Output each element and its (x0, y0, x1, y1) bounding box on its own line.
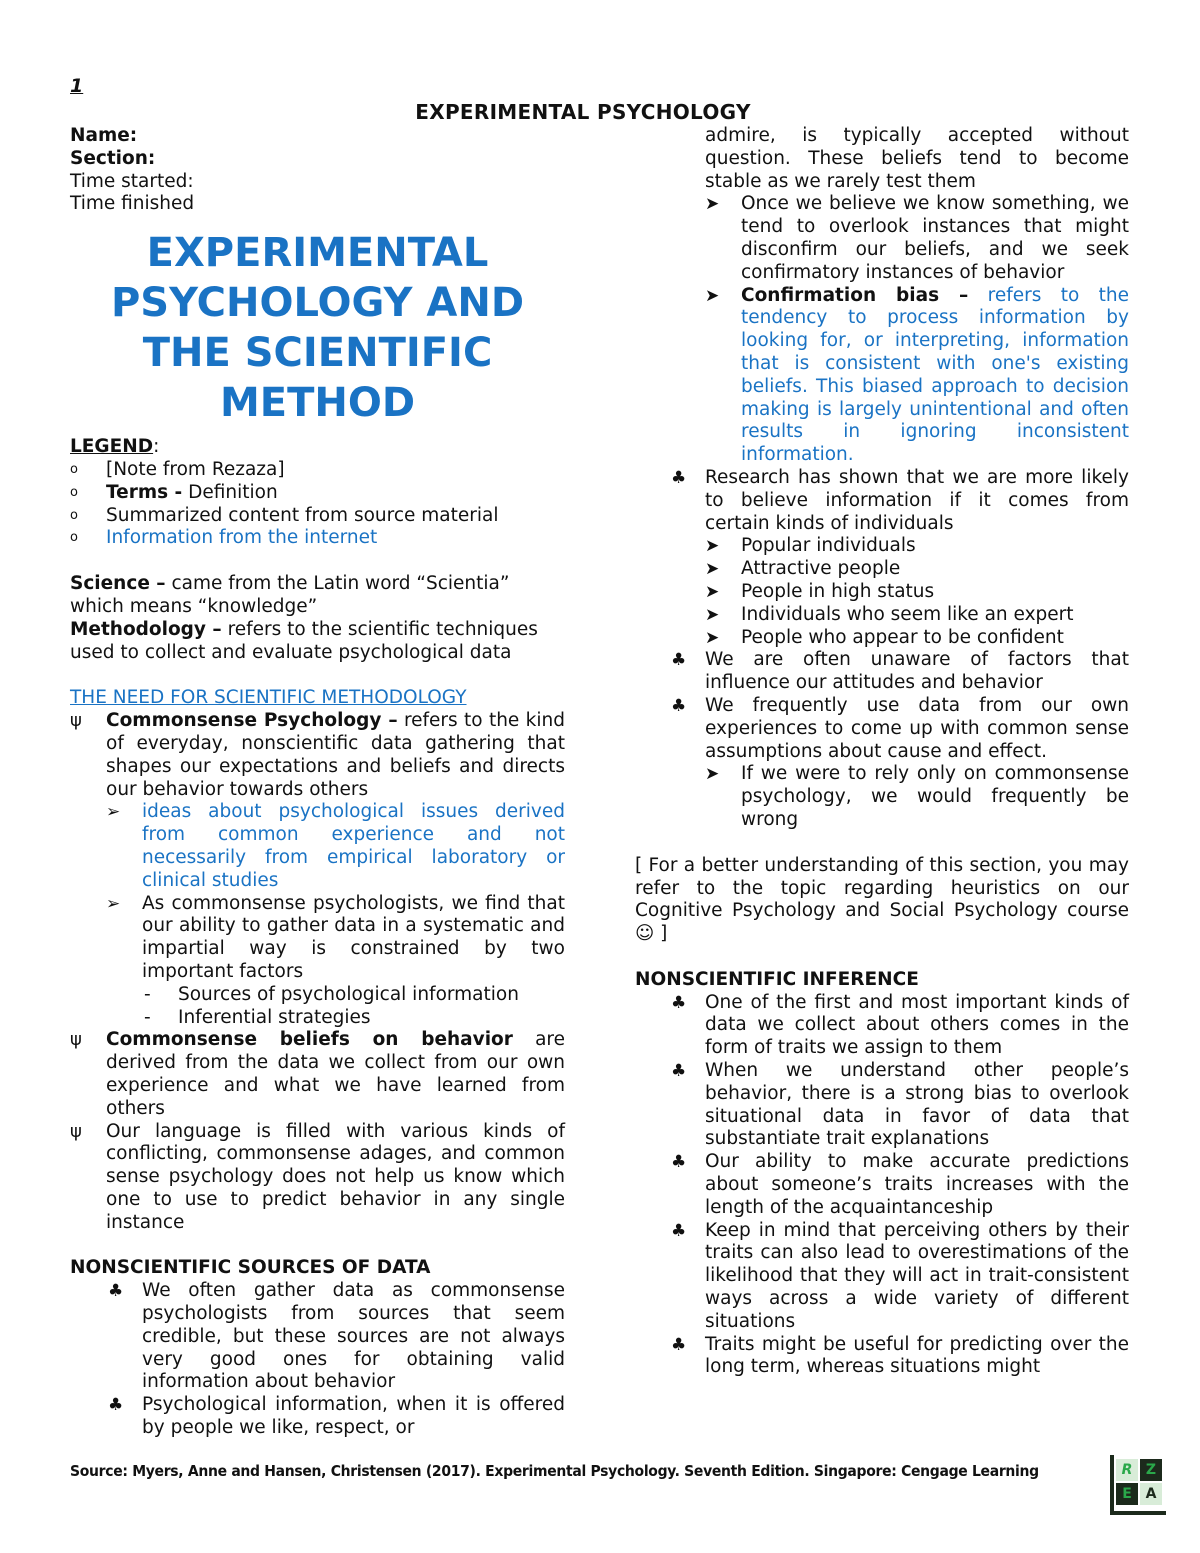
right-column (635, 125, 1129, 1379)
list-item: ➤ Once we believe we know something, we tend to overlook instances that might disconfirm our beliefs, and we seek confirmatory instances of behavior (705, 193, 1129, 283)
legend-item: o Information from the internet (70, 527, 378, 549)
club-bullet-icon: ♣ (671, 1061, 687, 1082)
list-item: ➤ Attractive people (705, 558, 901, 580)
methodology-definition: Methodology – refers to the scientific techniques used to collect and evaluate psychological data (70, 618, 538, 663)
legend-heading: LEGEND: (70, 436, 160, 458)
logo-letter: Z (1140, 1459, 1162, 1481)
time-started-label: Time started: (70, 170, 194, 192)
circle-bullet-icon: o (70, 461, 78, 477)
legend-item: o Terms - Definition (70, 481, 278, 503)
list-item: ➤ If we were to rely only on commonsense psychology, we would frequently be wrong (705, 763, 1129, 830)
arrow-bullet-icon: ➤ (705, 285, 720, 306)
arrow-bullet-icon: ➤ (705, 581, 720, 602)
club-bullet-icon: ♣ (671, 992, 687, 1013)
list-item: ♣ Research has shown that we are more likely to believe information if it comes from certain kinds of individuals (671, 466, 1129, 534)
list-item: ♣ We are often unaware of factors that influence our attitudes and behavior (671, 649, 1129, 694)
main-title: EXPERIMENTAL PSYCHOLOGY AND THE SCIENTIFIC METHOD (110, 230, 525, 427)
psi-bullet-icon: ψ (70, 1029, 82, 1051)
club-bullet-icon: ♣ (671, 1220, 687, 1241)
science-definition: Science – came from the Latin word “Scientia” which means “knowledge” (70, 573, 510, 617)
psi-bullet-icon: ψ (70, 710, 82, 732)
club-bullet-icon: ♣ (108, 1395, 124, 1416)
legend-item: o [Note from Rezaza] (70, 458, 285, 480)
dash-bullet-icon: - (144, 983, 151, 1005)
arrow-bullet-icon: ➢ (106, 893, 121, 914)
time-finished-label: Time finished (70, 193, 195, 215)
list-item: ➢ As commonsense psychologists, we find that our ability to gather data in a systematic and impartial way is constrained by two important factors (106, 892, 565, 982)
arrow-bullet-icon: ➤ (705, 536, 720, 557)
list-item: ψ Commonsense beliefs on behavior are derived from the data we collect from our own experience and what we have learned from others (70, 1029, 565, 1119)
list-item: ➤ Individuals who seem like an expert (705, 603, 1074, 625)
list-item: ♣ Keep in mind that perceiving others by their traits can also lead to overestimations of the likelihood that they will act in trait-consistent ways across a wide variety of different situations (671, 1219, 1129, 1332)
club-bullet-icon: ♣ (108, 1281, 124, 1302)
list-item: ♣ Psychological information, when it is offered by people we like, respect, or (108, 1394, 565, 1439)
arrow-bullet-icon: ➤ (705, 764, 720, 785)
club-bullet-icon: ♣ (671, 1334, 687, 1355)
list-item: ➤ Popular individuals (705, 535, 916, 557)
section-heading-inference: NONSCIENTIFIC INFERENCE (635, 968, 919, 990)
continued-paragraph: admire, is typically accepted without question. These beliefs tend to become stable as we rarely test them (705, 125, 1129, 192)
section-label: Section: (70, 147, 156, 169)
section-heading-need: THE NEED FOR SCIENTIFIC METHODOLOGY (70, 687, 467, 709)
section-heading-sources: NONSCIENTIFIC SOURCES OF DATA (70, 1257, 431, 1279)
dash-bullet-icon: - (144, 1006, 151, 1028)
note-from-author: [ For a better understanding of this section, you may refer to the topic regarding heuristics on our Cognitive Psychology and Social Psychology course ☺ ] (635, 854, 1129, 945)
list-item: ➢ ideas about psychological issues derived from common experience and not necessarily from empirical laboratory or clinical studies (106, 801, 565, 891)
arrow-bullet-icon: ➤ (705, 559, 720, 580)
list-item: ➤ Confirmation bias – refers to the tendency to process information by looking for, or interpreting, information that is consistent with one's existing beliefs. This biased approach to decision making is largely unintentional and often results in ignoring inconsistent information. (705, 284, 1129, 466)
list-item: ➤ People who appear to be confident (705, 626, 1064, 648)
club-bullet-icon: ♣ (671, 467, 687, 488)
logo-letter: E (1116, 1483, 1138, 1505)
list-item: ψ Commonsense Psychology – refers to the kind of everyday, nonscientific data gathering that shapes our expectations and beliefs and directs our behavior towards others (70, 710, 565, 800)
name-label: Name: (70, 125, 138, 146)
club-bullet-icon: ♣ (671, 1152, 687, 1173)
club-bullet-icon: ♣ (671, 650, 687, 671)
logo-letter: R (1116, 1459, 1138, 1481)
list-item: - Sources of psychological information (144, 983, 519, 1005)
circle-bullet-icon: o (70, 484, 78, 500)
source-footer: Source: Myers, Anne and Hansen, Christensen (2017). Experimental Psychology. Seventh Edition. Singapore: Cengage Learning (70, 1462, 1039, 1480)
list-item: ♣ When we understand other people’s behavior, there is a strong bias to overlook situational data in favor of data that substantiate trait explanations (671, 1060, 1129, 1150)
circle-bullet-icon: o (70, 530, 78, 546)
arrow-bullet-icon: ➤ (705, 627, 720, 648)
arrow-bullet-icon: ➤ (705, 604, 720, 625)
list-item: ♣ Our ability to make accurate predictions about someone’s traits increases with the length of the acquaintanceship (671, 1151, 1129, 1218)
legend-item: o Summarized content from source material (70, 504, 499, 526)
list-item: - Inferential strategies (144, 1006, 371, 1028)
club-bullet-icon: ♣ (671, 695, 687, 716)
list-item: ♣ One of the first and most important kinds of data we collect about others comes in the form of traits we assign to them (671, 991, 1129, 1059)
left-column (70, 125, 565, 1440)
circle-bullet-icon: o (70, 507, 78, 523)
logo-letter: A (1140, 1483, 1162, 1505)
list-item: ➤ People in high status (705, 580, 935, 602)
page-number: 1 (70, 75, 84, 97)
rezaza-logo (1110, 1455, 1166, 1515)
arrow-bullet-icon: ➢ (106, 802, 121, 823)
list-item: ψ Our language is filled with various kinds of conflicting, commonsense adages, and common sense psychology does not help us know which one to use to predict behavior in any single instance (70, 1120, 565, 1233)
list-item: ♣ Traits might be useful for predicting over the long term, whereas situations might (671, 1333, 1129, 1378)
arrow-bullet-icon: ➤ (705, 194, 720, 215)
header-title: EXPERIMENTAL PSYCHOLOGY (415, 100, 751, 124)
list-item: ♣ We frequently use data from our own experiences to come up with common sense assumptions about cause and effect. (671, 694, 1129, 762)
psi-bullet-icon: ψ (70, 1120, 82, 1142)
list-item: ♣ We often gather data as commonsense psychologists from sources that seem credible, but these sources are not always very good ones for obtaining valid information about behavior (108, 1280, 565, 1393)
